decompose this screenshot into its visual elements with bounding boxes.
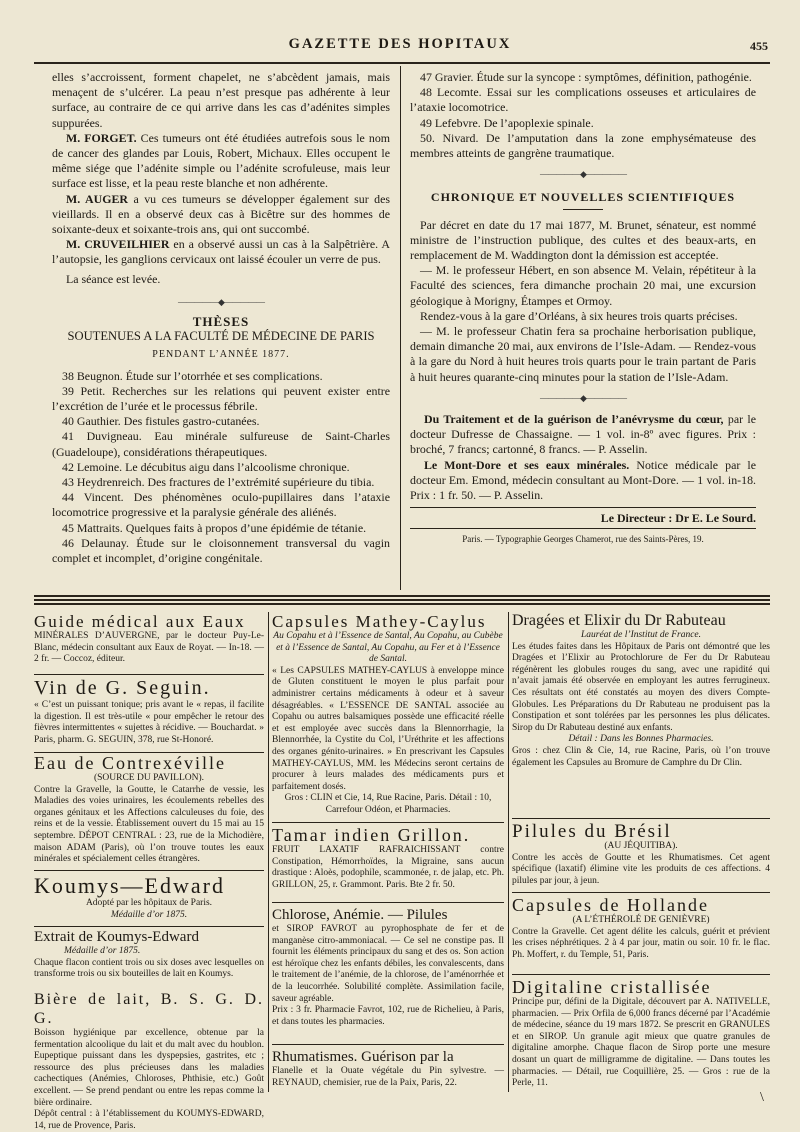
ad-separator (34, 926, 264, 927)
header-rule (34, 62, 770, 64)
speaker-name: M. CRUVEILHIER (66, 237, 170, 252)
book-notice (410, 458, 756, 504)
ad-subheading: (A L’ÉTHÉROLÉ DE GENIÈVRE) (572, 915, 710, 925)
ad-extrait-koumys (34, 928, 264, 988)
ad-koumys (34, 874, 264, 924)
thesis-item: 42 Lemoine. Le décubitus aigu dans l’alcoolisme chronique. (62, 459, 350, 474)
paragraph-text: en a observé aussi un cas à la Salpêtrière. A l’autopsie, les ganglions cervicaux ont laissé écouler un verre de pus. (52, 237, 390, 267)
ad-medal: Médaille d’or 1875. (110, 909, 188, 920)
ad-tamar-grillon (272, 826, 504, 900)
thesis-item: 41 Duvigneau. Eau minérale sulfureuse de Saint-Charles (Guadeloupe), considérations thérapeutiques. (52, 429, 390, 459)
ad-heading: Capsules de Hollande (512, 895, 709, 915)
chronicle-title: CHRONIQUE ET NOUVELLES SCIENTIFIQUES (430, 190, 736, 205)
ad-body: et SIROP FAVROT au pyrophosphate de fer et de manganèse citro-ammoniacal. — Ce sel ne constipe pas. Il fournit les éléments principaux du sang et des os. Son action est héroïque chez les enfants débiles, les convalescents, dans le traitement de l’anémie, de la chlorose, de l’aménorrhée et de la leucorrhée. Solubilité complète. Assimilation facile, saveur agréable. (272, 924, 504, 1004)
theses-list (52, 369, 390, 567)
paragraph (52, 192, 390, 238)
ad-rhumatismes (272, 1048, 504, 1092)
chronicle-item: — M. le professeur Hébert, en son absence M. Velain, répétiteur à la Faculté des sciences, fera dimanche prochain 20 mai, une excursion géologique à Morigny, Étampes et Ormoy. (410, 263, 756, 308)
section-title: THÈSES (192, 314, 250, 330)
ad-capsules-mathey (272, 612, 504, 822)
right-column (410, 70, 756, 548)
ad-body: « Les CAPSULES MATHEY-CAYLUS à enveloppe mince de Gluten constituent le moyen le plus parfait pour administrer certains médicaments à odeur et à saveur désagréables. « L’ESSENCE DE SANTAL associée au Copahu ou autres balsamiques possède une efficacité réelle et est employée avec succès dans la Blennorrhagie, la Blennorrhée, la Cystite du Col, l’Uréthrite et les affections des organes génito-urinaires. » En prescrivant les Capsules MATHEY-CAYLUS, MM. les Médecins seront certains de procurer à leurs malades des médicaments purs et parfaitement dosés. (272, 665, 504, 792)
column-divider (400, 66, 401, 590)
ad-guide-medical (34, 612, 264, 670)
short-rule (563, 209, 603, 210)
section-year: PENDANT L’ANNÉE 1877. (152, 349, 290, 361)
thesis-item: 39 Petit. Recherches sur les relations qui peuvent exister entre l’excrétion de l’urée et le processus fébrile. (52, 383, 390, 414)
ad-depot: Dépôt central : à l’établissement du KOUMYS-EDWARD, 14, rue de Provence, Paris. (34, 1109, 264, 1131)
ad-rabuteau (512, 612, 770, 818)
theses-list-continued (410, 70, 756, 161)
ad-body: MINÉRALES D’AUVERGNE, par le docteur Puy-Le-Blanc, médecin consultant aux Eaux de Royat. — In-18. — 2 fr. — Coccoz, éditeur. (34, 631, 264, 665)
ad-subheading: Au Copahu et à l’Essence de Santal, Au Copahu, au Cubèbe et à l’Essence de Santal, Au Copahu, au Fer et à l’Essence de Santal. (273, 631, 503, 665)
thesis-item: 38 Beugnon. Étude sur l’otorrhée et ses complications. (62, 368, 323, 383)
ad-pilules-bresil (512, 822, 770, 890)
thesis-item: 47 Gravier. Étude sur la syncope : symptômes, définition, pathogénie. (420, 70, 752, 84)
ad-subheading: (SOURCE DU PAVILLON). (93, 773, 205, 783)
ad-separator (512, 892, 770, 893)
journal-title: GAZETTE DES HOPITAUX (288, 36, 512, 52)
ad-body: Contre les accès de Goutte et les Rhumatismes. Cet agent spécifique (laxatif) élimine vite les produits de ces affections. 4 pilules par jour, à jeun. (512, 852, 770, 886)
director-line: Le Directeur : Dr E. Le Sourd. (600, 511, 756, 526)
section-subtitle: SOUTENUES A LA FACULTÉ DE MÉDECINE DE PARIS (67, 329, 375, 344)
ad-gros: Gros : chez Clin & Cie, 14, rue Racine, Paris, où l’on trouve également les Capsules au Bromure de Camphre du Dr Clin. (512, 745, 770, 768)
ad-body: Les études faites dans les Hôpitaux de Paris ont démontré que les Dragées et l’Elixir au Protochlorure de Fer du Dr Rabuteau régénèrent les globules rouges du sang, avec une rapidité qui n’avait jamais été observée en employant les autres ferrugineux. Ces résultats ont été constatés au moyen des divers Compte-Globules. Les Préparations du Dr Rabuteau ne produisent pas la Constipation et sont tolérées par les personnes les plus délicates. Sirop du Dr Rabuteau destiné aux enfants. (512, 641, 770, 733)
thesis-item: 40 Gauthier. Des fistules gastro-cutanées. (62, 414, 260, 429)
ad-body: Boisson hygiénique par excellence, obtenue par la fermentation alcoolique du lait et du malt avec du houblon. Eupeptique puissant dans les dyspepsies, gastrites, etc ; ressource des plus précieuses dans les maladies cachectiques (Anémies, Chloroses, Phthisie, etc.) Goût excellent. — Se prend pendant ou entre les repas comme la bière ordinaire. (34, 1028, 264, 1108)
ad-column-divider (268, 612, 269, 1092)
book-details: Notice médicale par le docteur Em. Emond, médecin consultant au Mont-Dore. — 1 vol. in-18. Prix : 1 fr. 50. — P. Asselin. (410, 457, 757, 503)
ad-body: Principe pur, défini de la Digitale, découvert par A. NATIVELLE, pharmacien. — Prix Orfila de 6,000 francs décerné par l’Académie de médecine, séance du 19 mars 1872. Se prescrit en GRANULES et en SIROP. Un granule agit mieux que quatre granules de digitaline amorphe. Chaque flacon de Sirop porte une mesure dosant un quart de milligramme de digitaline. — Dans toutes les pharmacies. — Détail, rue Coquillière, 25. — Gros : rue de la Perle, 11. (512, 997, 770, 1089)
thesis-item: 49 Lefebvre. De l’apoplexie spinale. (420, 115, 594, 130)
thesis-item: 44 Vincent. Des phénomènes oculo-pupillaires dans l’ataxie locomotrice progressive et la paralysie générale des aliénés. (52, 490, 390, 520)
ad-heading: Dragées et Elixir du Dr Rabuteau (512, 612, 726, 629)
ad-digitaline (512, 978, 770, 1096)
paragraph (52, 237, 390, 267)
ad-heading: Eau de Contrexéville (34, 753, 226, 773)
ad-heading: Extrait de Koumys-Edward (34, 929, 199, 945)
speaker-name: M. FORGET. (66, 130, 137, 145)
rule (410, 528, 756, 529)
ad-column-divider (508, 612, 509, 1092)
ad-heading: Koumys—Edward (34, 873, 225, 898)
ad-price: Prix : 3 fr. Pharmacie Favrot, 102, rue de Richelieu, à Paris, et dans toutes les pharmacies. (272, 1005, 504, 1027)
ornament-divider: —————◆————— (540, 169, 626, 180)
ad-body: Chaque flacon contient trois ou six doses avec lesquelles on transforme trois ou six bouteilles de lait en Koumys. (34, 957, 264, 980)
chronicle-item: — M. le professeur Chatin fera sa prochaine herborisation publique, demain dimanche 20 mai, aux environs de l’Isle-Adam. — Rendez-vous à la gare du Nord à huit heures trois quarts pour le train partant de Paris à huit heures quarante-cinq minutes pour la station de l’Isle-Adam. (410, 324, 756, 384)
ad-body: « C’est un puissant tonique; pris avant le « repas, il facilite la digestion. Il est très-utile « pour empêcher le retour des fièvres intermittentes « sujettes à récidive. — Bouchardat. » Paris, pharm. G. SEGUIN, 378, rue St-Honoré. (34, 700, 264, 745)
ad-heading: Rhumatismes. Guérison par la (272, 1049, 454, 1065)
ad-subheading: Adopté par les hôpitaux de Paris. (85, 898, 213, 908)
thesis-item: 48 Lecomte. Essai sur les complications osseuses et articulaires de l’ataxie locomotrice. (410, 85, 756, 115)
ad-heading: Tamar indien Grillon. (272, 825, 471, 845)
ad-heading: Capsules Mathey-Caylus (272, 612, 487, 631)
chronicle-item: Par décret en date du 17 mai 1877, M. Brunet, sénateur, est nommé ministre de l’instruction publique, des cultes et des beaux-arts, en remplacement de M. Waddington dont la démission est acceptée. (410, 217, 756, 263)
ornament-divider: —————◆————— (178, 296, 264, 307)
ad-biere-lait (34, 990, 264, 1131)
ad-body: Flanelle et la Ouate végétale du Pin sylvestre. — REYNAUD, chemisier, rue de la Paix, Paris, 22. (272, 1066, 504, 1088)
paragraph-text: Ces tumeurs ont été étudiées autrefois sous le nom de cancer des glandes par Louis, Robert, Michaux. Elles occupent le même siége que l’adénite simple ou l’adénite scrofuleuse, mais leur surface est lisse, et la peau reste blanche et non adhérente. (52, 130, 391, 191)
book-notice (410, 412, 756, 458)
ad-body: Contre la Gravelle, la Goutte, le Catarrhe de vessie, les Maladies des voies urinaires, les écoulements rebelles des organes génitaux et les Affections calculeuses du foie, des reins et de la vessie. Établissement ouvert du 15 mai au 15 septembre. DÉPOT CENTRAL : 23, rue de la Michodière, maison ADAM (Paris), où l’on trouve toutes les eaux minérales et spécialement celles étrangères. (34, 784, 264, 865)
ad-separator (34, 674, 264, 675)
thesis-item: 43 Heydrenreich. Des fractures de l’extrémité supérieure du tibia. (62, 475, 375, 490)
paragraph: La séance est levée. (66, 271, 161, 286)
ad-heading: Chlorose, Anémie. — Pilules (272, 907, 448, 923)
ad-heading: Bière de lait, B. S. G. D. G. (34, 991, 264, 1027)
ad-body: FRUIT LAXATIF RAFRAICHISSANT contre Constipation, Hémorrhoïdes, la Migraine, sans aucun drastique : Aloès, podophile, scammonée, r. de jalap, etc. Ph. GRILLON, 25, r. Grammont. Paris. Bte 2 fr. 50. (272, 845, 504, 890)
thesis-item: 50. Nivard. De l’amputation dans la zone emphysémateuse des membres atteints de gangrène traumatique. (410, 130, 756, 161)
ornament-divider: —————◆————— (540, 392, 626, 403)
book-title: Le Mont-Dore et ses eaux minérales. (424, 457, 630, 472)
thesis-item: 45 Mattraits. Quelques faits à propos d’une épidémie de tétanie. (62, 520, 367, 535)
ad-capsules-hollande (512, 896, 770, 972)
ad-contrexeville (34, 754, 264, 870)
ad-separator (272, 822, 504, 823)
speaker-name: M. AUGER (66, 191, 128, 206)
ad-heading: Vin de G. Seguin. (34, 677, 211, 699)
book-title: Du Traitement et de la guérison de l’anévrysme du cœur, (424, 412, 724, 427)
ad-separator (272, 1044, 504, 1045)
book-details: par le docteur Dufresse de Chassaigne. — 1 vol. in-8º avec figures. Prix : broché, 7 francs; cartonné, 8 francs. — P. Asselin. (410, 412, 756, 457)
paragraph: elles s’accroissent, forment chapelet, ne s’abcèdent jamais, mais menaçent de s’ulcérer. La peau n’est presque pas adhérente à leur surface, au contraire de ce qui arrive dans les cas d’adénites simples suppurées. (52, 70, 390, 130)
paragraph-text: a vu ces tumeurs se développer également sur des vieillards. Il en a observé deux cas à Bicêtre sur des hommes de soixante-deux et soixante-trois ans, qui ont succombé. (52, 191, 390, 237)
ad-chlorose-favrot (272, 906, 504, 1042)
page-number: 455 (750, 39, 768, 53)
ad-body: Contre la Gravelle. Cet agent délite les calculs, guérit et prévient les crises néphrétiques. 2 à 4 par jour, matin ou soir. 10 fr. le flac. Ph. Moffert, r. du Temple, 51, Paris. (512, 926, 770, 960)
advertising-separator (34, 595, 770, 607)
ad-separator (34, 870, 264, 871)
ad-detail: Détail : Dans les Bonnes Pharmacies. (568, 734, 714, 745)
printer-line: Paris. — Typographie Georges Chamerot, rue des Saints-Pères, 19. (462, 534, 704, 545)
ad-vin-seguin (34, 676, 264, 752)
left-column (52, 70, 390, 566)
rule (410, 507, 756, 508)
ad-separator (272, 902, 504, 903)
paragraph (52, 131, 390, 192)
ad-subheading: (AU JÉQUITIBA). (604, 841, 678, 851)
thesis-item: 46 Delaunay. Étude sur le cloisonnement transversal du vagin complet et incomplet, d’origine congénitale. (52, 535, 390, 566)
ad-subheading: Lauréat de l’Institut de France. (580, 630, 702, 640)
ad-heading: Digitaline cristallisée (512, 977, 712, 997)
ad-heading: Pilules du Brésil (512, 821, 672, 842)
ad-heading: Guide médical aux Eaux (34, 612, 246, 631)
ad-separator (512, 818, 770, 819)
margin-mark: \ (760, 1090, 764, 1105)
chronicle-items (410, 218, 756, 385)
chronicle-item: Rendez-vous à la gare d’Orléans, à six heures trois quarts précises. (420, 308, 738, 323)
ad-address: Gros : CLIN et Cie, 14, Rue Racine, Paris. Détail : 10, Carrefour Odéon, et Pharmacies. (284, 793, 492, 815)
ad-medal: Médaille d’or 1875. (64, 946, 141, 956)
ad-separator (512, 974, 770, 975)
running-header (0, 36, 800, 58)
